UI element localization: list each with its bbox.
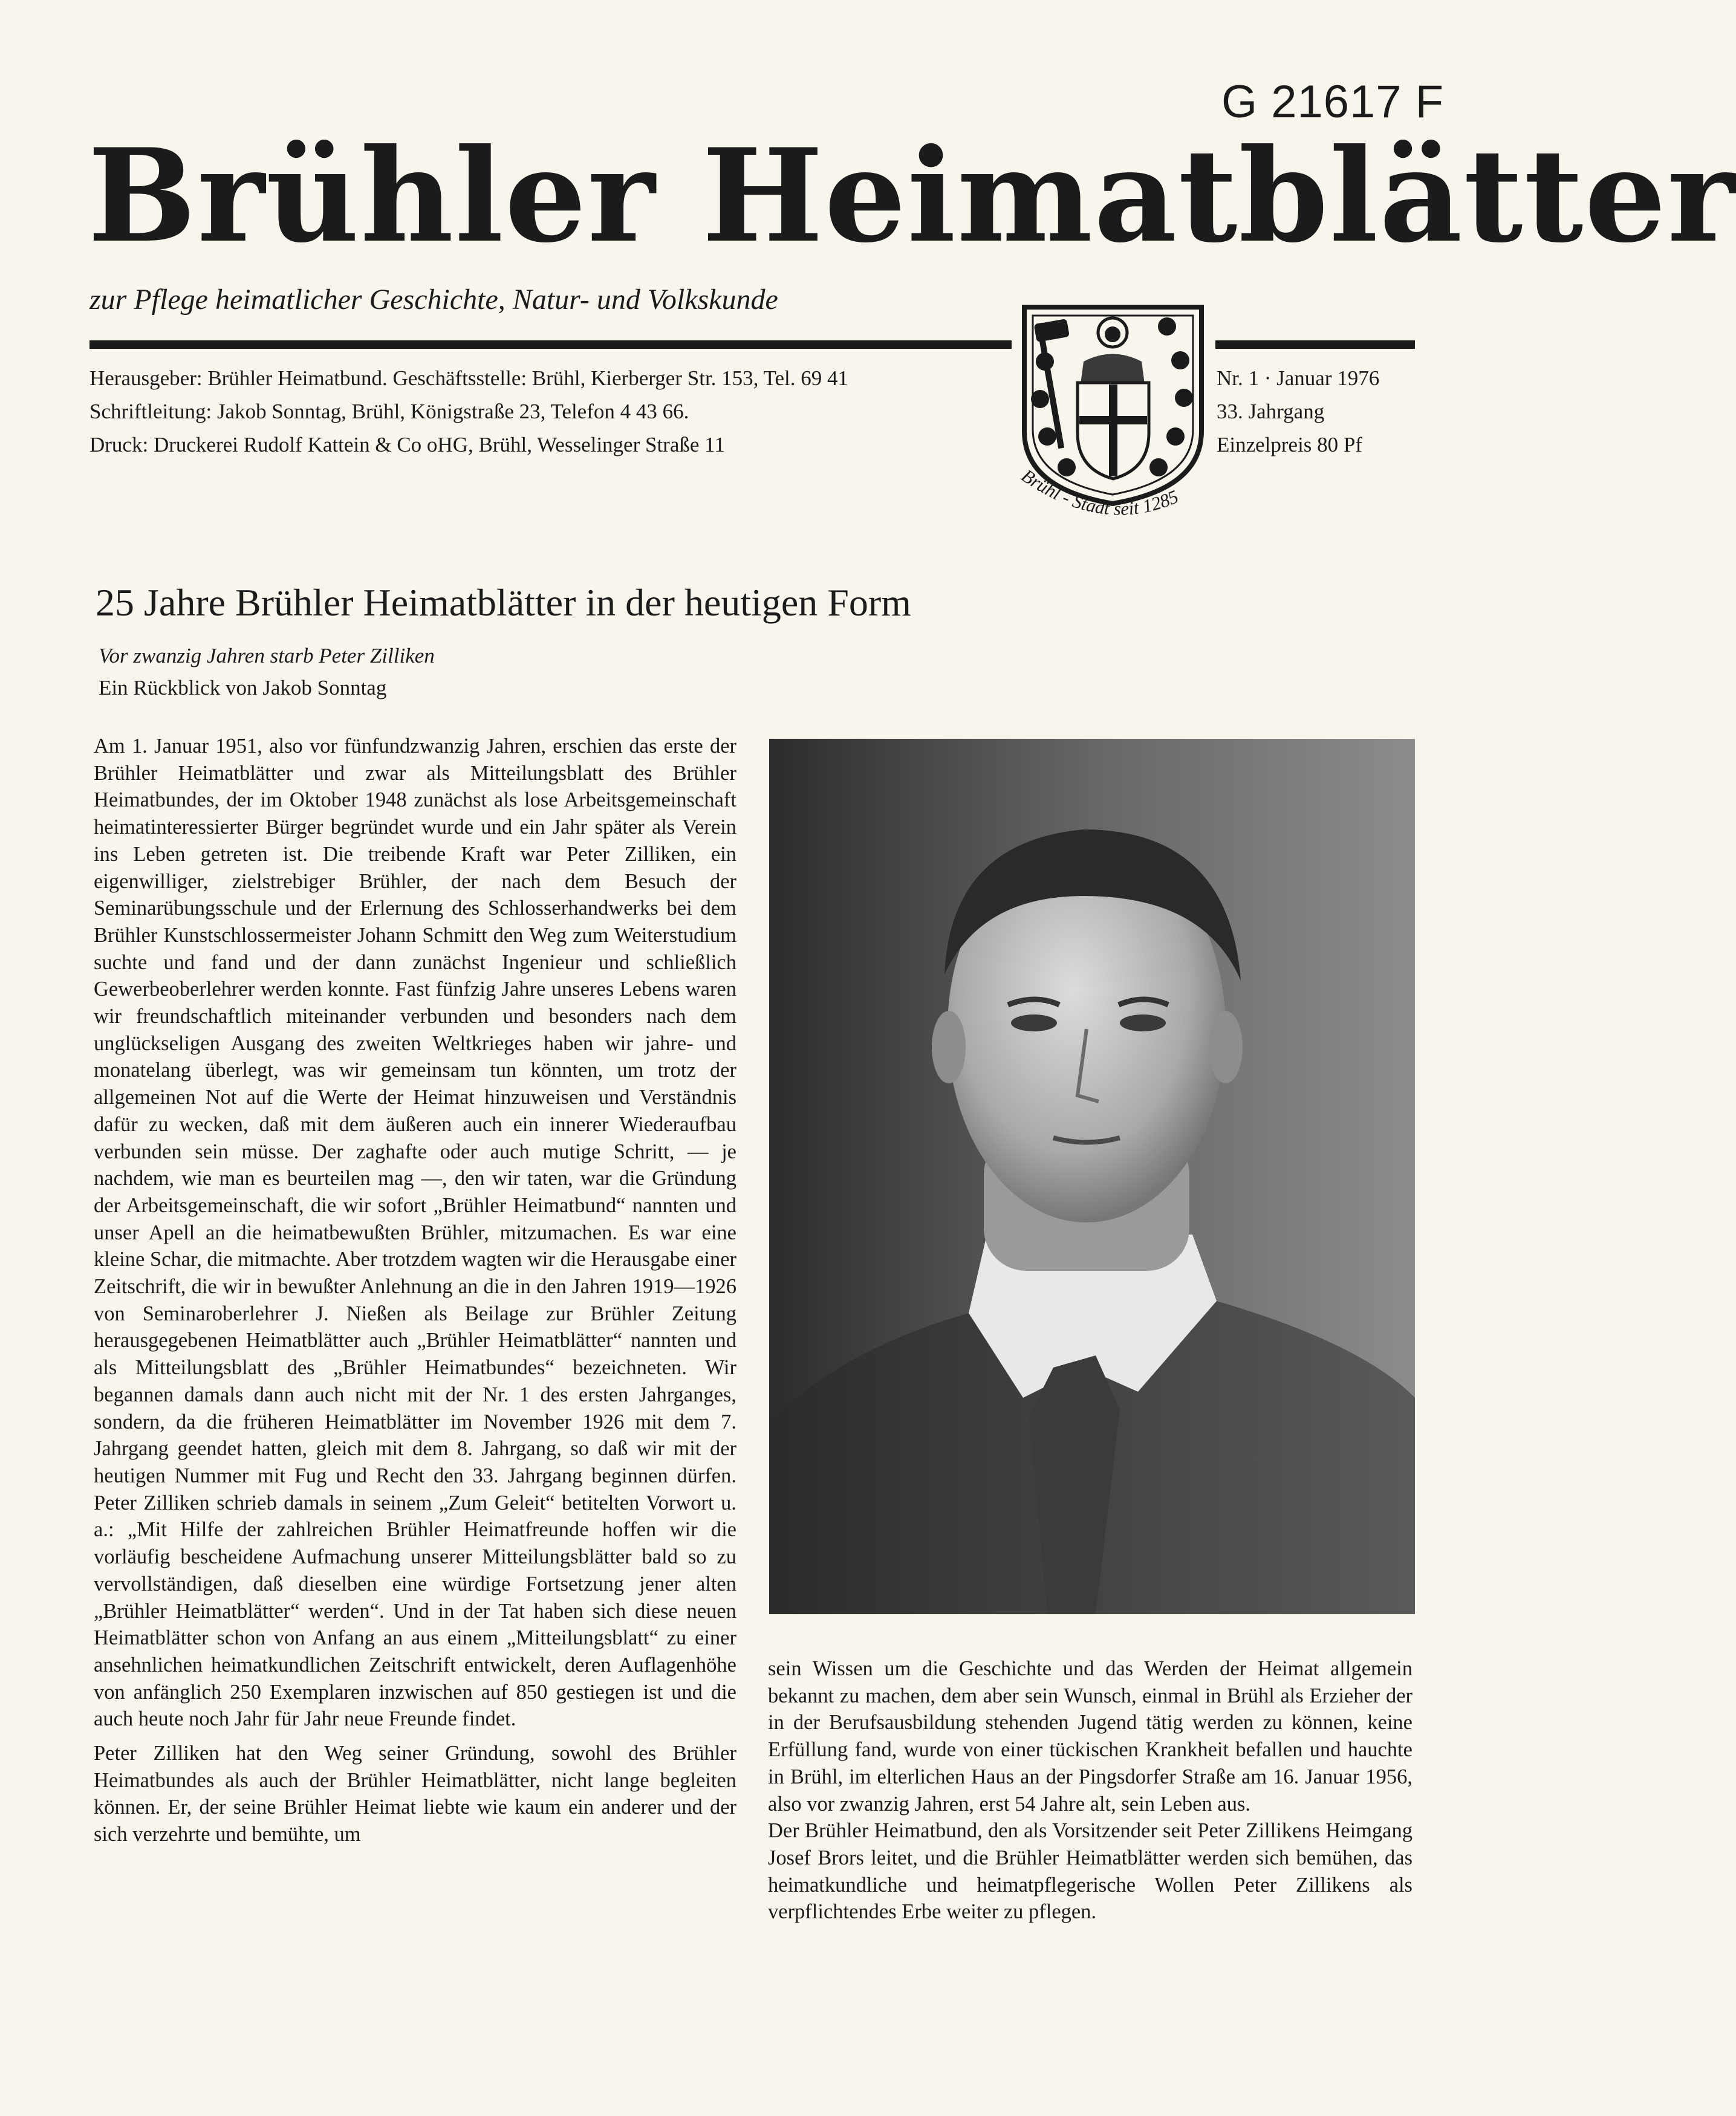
printer-line: Druck: Druckerei Rudolf Kattein & Co oHG, Brühl, Wesselinger Straße 11 [89,433,725,456]
article-byline: Ein Rückblick von Jakob Sonntag [99,676,387,699]
issue-price: Einzelpreis 80 Pf [1217,433,1363,456]
article-kicker: Vor zwanzig Jahren starb Peter Zilliken [99,644,435,667]
article-column-right [768,1655,1413,1926]
editor-line: Schriftleitung: Jakob Sonntag, Brühl, Königstraße 23, Telefon 4 43 66. [89,400,689,423]
article-paragraph: Am 1. Januar 1951, also vor fünfundzwanzig Jahren, erschien das erste der Brühler Heimatblätter und zwar als Mitteilungsblatt des Brühler Heimatbundes, der im Oktober 1948 zunächst als lose Arbeitsgemeinschaft heimatinteressierter Bürger begründet wurde und ein Jahr später als Verein ins Leben getreten ist. Die treibende Kraft war Peter Zilliken, ein eigenwilliger, zielstrebiger Brühler, der nach dem Besuch der Seminarübungsschule und der Erlernung des Schlosserhandwerks bei dem Brühler Kunstschlossermeister Johann Schmitt den Weg zum Weiterstudium suchte und fand und der dann zunächst Ingenieur und schließlich Gewerbeoberlehrer werden konnte. Fast fünfzig Jahre unseres Lebens waren wir freundschaftlich miteinander verbunden und besonders nach dem unglückseligen Ausgang des zweiten Weltkrieges haben wir jahre- und monatelang überlegt, was wir gemeinsam tun könnten, um trotz der allgemeinen Not auf die Werte der Heimat hinzuweisen und Verständnis dafür zu wecken, daß mit dem äußeren auch ein innerer Wiederaufbau verbunden sein müsse. Der zaghafte oder auch mutige Schritt, — je nachdem, wie man es beurteilen mag —, den wir taten, war die Gründung der Arbeitsgemeinschaft, die wir sofort „Brühler Heimatbund“ nannten und unser Apell an die heimatbewußten Brühler, mitzumachen. Es war eine kleine Schar, die mitmachte. Aber trotzdem wagten wir die Herausgabe einer Zeitschrift, die wir in bewußter Anlehnung an die in den Jahren 1919—1926 von Seminaroberlehrer J. Nießen als Beilage zur Brühler Zeitung herausgegebenen Heimatblätter auch „Brühler Heimatblätter“ nannten und als Mitteilungsblatt des „Brühler Heimatbundes“ bezeichneten. Wir begannen damals dann auch nicht mit der Nr. 1 des ersten Jahrganges, sondern, da die früheren Heimatblätter im November 1926 mit dem 7. Jahrgang geendet hatten, gleich mit dem 8. Jahrgang, so daß wir mit der heutigen Nummer mit Fug und Recht den 33. Jahrgang beginnen dürfen. Peter Zilliken schrieb damals in seinem „Zum Geleit“ betitelten Vorwort u. a.: „Mit Hilfe der zahlreichen Brühler Heimatfreunde hoffen wir die vorläufig bescheidene Aufmachung unserer Mitteilungsblätter bald so zu vervollständigen, daß dieselben eine würdige Fortsetzung jener alten „Brühler Heimatblätter“ werden“. Und in der Tat haben sich diese neuen Heimatblätter schon von Anfang an aus einem „Mitteilungsblatt“ zu einer ansehnlichen heimatkundlichen Zeitschrift entwickelt, deren Auflagenhöhe von anfänglich 250 Exemplaren inzwischen auf 850 gestiegen ist und die auch heute noch Jahr für Jahr neue Freunde findet. [94,735,736,1731]
issue-info [1217,362,1379,461]
article-paragraph: sein Wissen um die Geschichte und das Werden der Heimat allgemein bekannt zu machen, dem aber sein Wunsch, einmal in Brühl als Erzieher der in der Berufsausbildung stehenden Jugend tätig werden zu können, keine Erfüllung fand, wurde von einer tückischen Krankheit befallen und hauchte in Brühl, im elterlichen Haus an der Pingsdorfer Straße am 16. Januar 1956, also vor zwanzig Jahren, erst 54 Jahre alt, sein Leben aus. [768,1657,1413,1816]
article-paragraph: Der Brühler Heimatbund, den als Vorsitzender seit Peter Zillikens Heimgang Josef Brors leitet, und die Brühler Heimatblätter werden sich bemühen, das heimatkundliche und heimatpflegerische Wollen Peter Zillikens als verpflichtendes Erbe weiter zu pflegen. [768,1819,1413,1924]
masthead-title: Brühler Heimatblätter [88,120,1736,271]
issue-number: Nr. 1 · Januar 1976 [1217,366,1380,390]
publisher-info [89,362,848,461]
issue-volume: 33. Jahrgang [1217,400,1325,423]
postal-code: G 21617 F [1221,76,1445,128]
coat-of-arms-icon [1011,295,1214,543]
header-rule-left [89,340,1012,349]
article-column-left [94,733,736,1848]
portrait-photo [769,739,1415,1614]
crest-caption: Brühl - Stadt seit 1285 [1018,464,1182,519]
article-headline: 25 Jahre Brühler Heimatblätter in der heutigen Form [96,581,911,624]
publisher-line: Herausgeber: Brühler Heimatbund. Geschäftsstelle: Brühl, Kierberger Str. 153, Tel. 69 41 [89,366,848,390]
masthead-subtitle: zur Pflege heimatlicher Geschichte, Natur- und Volkskunde [89,284,778,316]
header-rule-right [1215,340,1415,349]
article-paragraph: Peter Zilliken hat den Weg seiner Gründung, sowohl des Brühler Heimatbundes als auch der Brühler Heimatblätter, nicht lange begleiten können. Er, der seine Brühler Heimat liebte wie kaum ein anderer und der sich verzehrte und bemühte, um [94,1742,736,1846]
